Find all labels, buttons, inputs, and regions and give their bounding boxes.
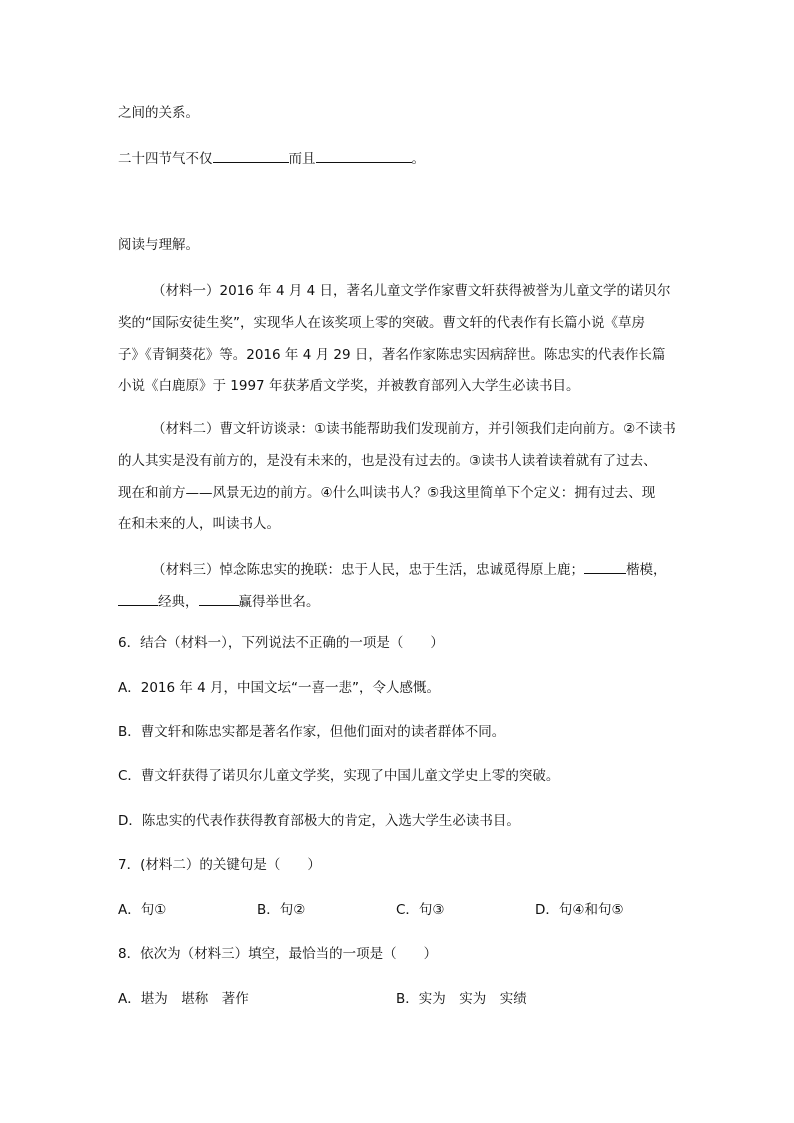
blank-underline <box>213 148 289 163</box>
blank-underline <box>118 591 158 606</box>
text: （材料三）悼念陈忠实的挽联：忠于人民，忠于生活，忠诚觅得原上鹿； <box>152 562 584 578</box>
text: 之间的关系。 <box>118 105 199 121</box>
text: 赢得举世名。 <box>238 594 320 610</box>
fill-blank-line <box>118 148 425 168</box>
text: 。 <box>411 151 425 167</box>
text: 8．依次为（材料三）填空，最恰当的一项是（ ） <box>118 946 438 962</box>
material-three-line <box>118 591 320 611</box>
text: （材料一）2016 年 4 月 4 日，著名儿童文学作家曹文轩获得被誉为儿童文学的诺贝尔 <box>152 283 671 299</box>
text: 二十四节气不仅 <box>118 151 213 167</box>
material-two-line <box>118 452 657 470</box>
question-8 <box>118 945 437 963</box>
text: C．曹文轩获得了诺贝尔儿童文学奖，实现了中国儿童文学史上零的突破。 <box>118 768 560 784</box>
material-one-line <box>118 377 579 395</box>
text: 楷模， <box>626 562 667 578</box>
option-c: C．句③ <box>396 902 445 918</box>
option-b <box>118 723 505 741</box>
option-b: B．句② <box>257 902 306 918</box>
text: 现在和前方——风景无边的前方。④什么叫读书人？⑤我这里简单下个定义：拥有过去、现 <box>118 485 656 501</box>
text: 子》《青铜葵花》等。2016 年 4 月 29 日，著名作家陈忠实因病辞世。陈忠实的代表作长篇 <box>118 347 666 363</box>
text: 小说《白鹿原》于 1997 年获茅盾文学奖，并被教育部列入大学生必读书目。 <box>118 378 580 394</box>
text: 阅读与理解。 <box>118 237 199 253</box>
option-a <box>118 679 440 697</box>
text: （材料二）曹文轩访谈录：①读书能帮助我们发现前方，并引领我们走向前方。②不读书 <box>152 421 676 437</box>
blank-underline <box>316 148 412 163</box>
question-7 <box>118 856 321 874</box>
option-a: A．句① <box>118 902 167 918</box>
material-one-line <box>152 282 671 300</box>
text: 的人其实是没有前方的，是没有未来的，也是没有过去的。③读书人读着读着就有了过去、 <box>118 453 657 469</box>
option-a: A．堪为 堪称 著作 <box>118 991 249 1007</box>
material-two-line <box>152 420 676 438</box>
question-6 <box>118 634 444 652</box>
text: B．曹文轩和陈忠实都是著名作家，但他们面对的读者群体不同。 <box>118 724 506 740</box>
text: 6．结合（材料一），下列说法不正确的一项是（ ） <box>118 635 444 651</box>
material-three-line <box>152 559 667 579</box>
text: 而且 <box>288 151 316 167</box>
option-c <box>118 767 559 785</box>
material-two-line <box>118 515 280 533</box>
material-one-line <box>118 314 645 332</box>
text: 经典， <box>158 594 199 610</box>
option-d <box>118 812 520 830</box>
text: 奖的“国际安徒生奖”，实现华人在该奖项上零的突破。曹文轩的代表作有长篇小说《草房 <box>118 315 645 331</box>
blank-underline <box>199 591 239 606</box>
option-d: D．句④和句⑤ <box>535 902 624 918</box>
text: 在和未来的人，叫读书人。 <box>118 516 280 532</box>
text: D．陈忠实的代表作获得教育部极大的肯定，入选大学生必读书目。 <box>118 813 520 829</box>
material-two-line <box>118 484 655 502</box>
section-heading <box>118 236 199 254</box>
material-one-line <box>118 346 665 364</box>
blank-underline <box>584 559 626 574</box>
text: A．2016 年 4 月，中国文坛“一喜一悲”，令人感慨。 <box>118 680 441 696</box>
text-line <box>118 104 199 122</box>
text: 7．(材料二）的关键句是（ ） <box>118 857 321 873</box>
option-b: B．实为 实为 实绩 <box>396 991 527 1007</box>
